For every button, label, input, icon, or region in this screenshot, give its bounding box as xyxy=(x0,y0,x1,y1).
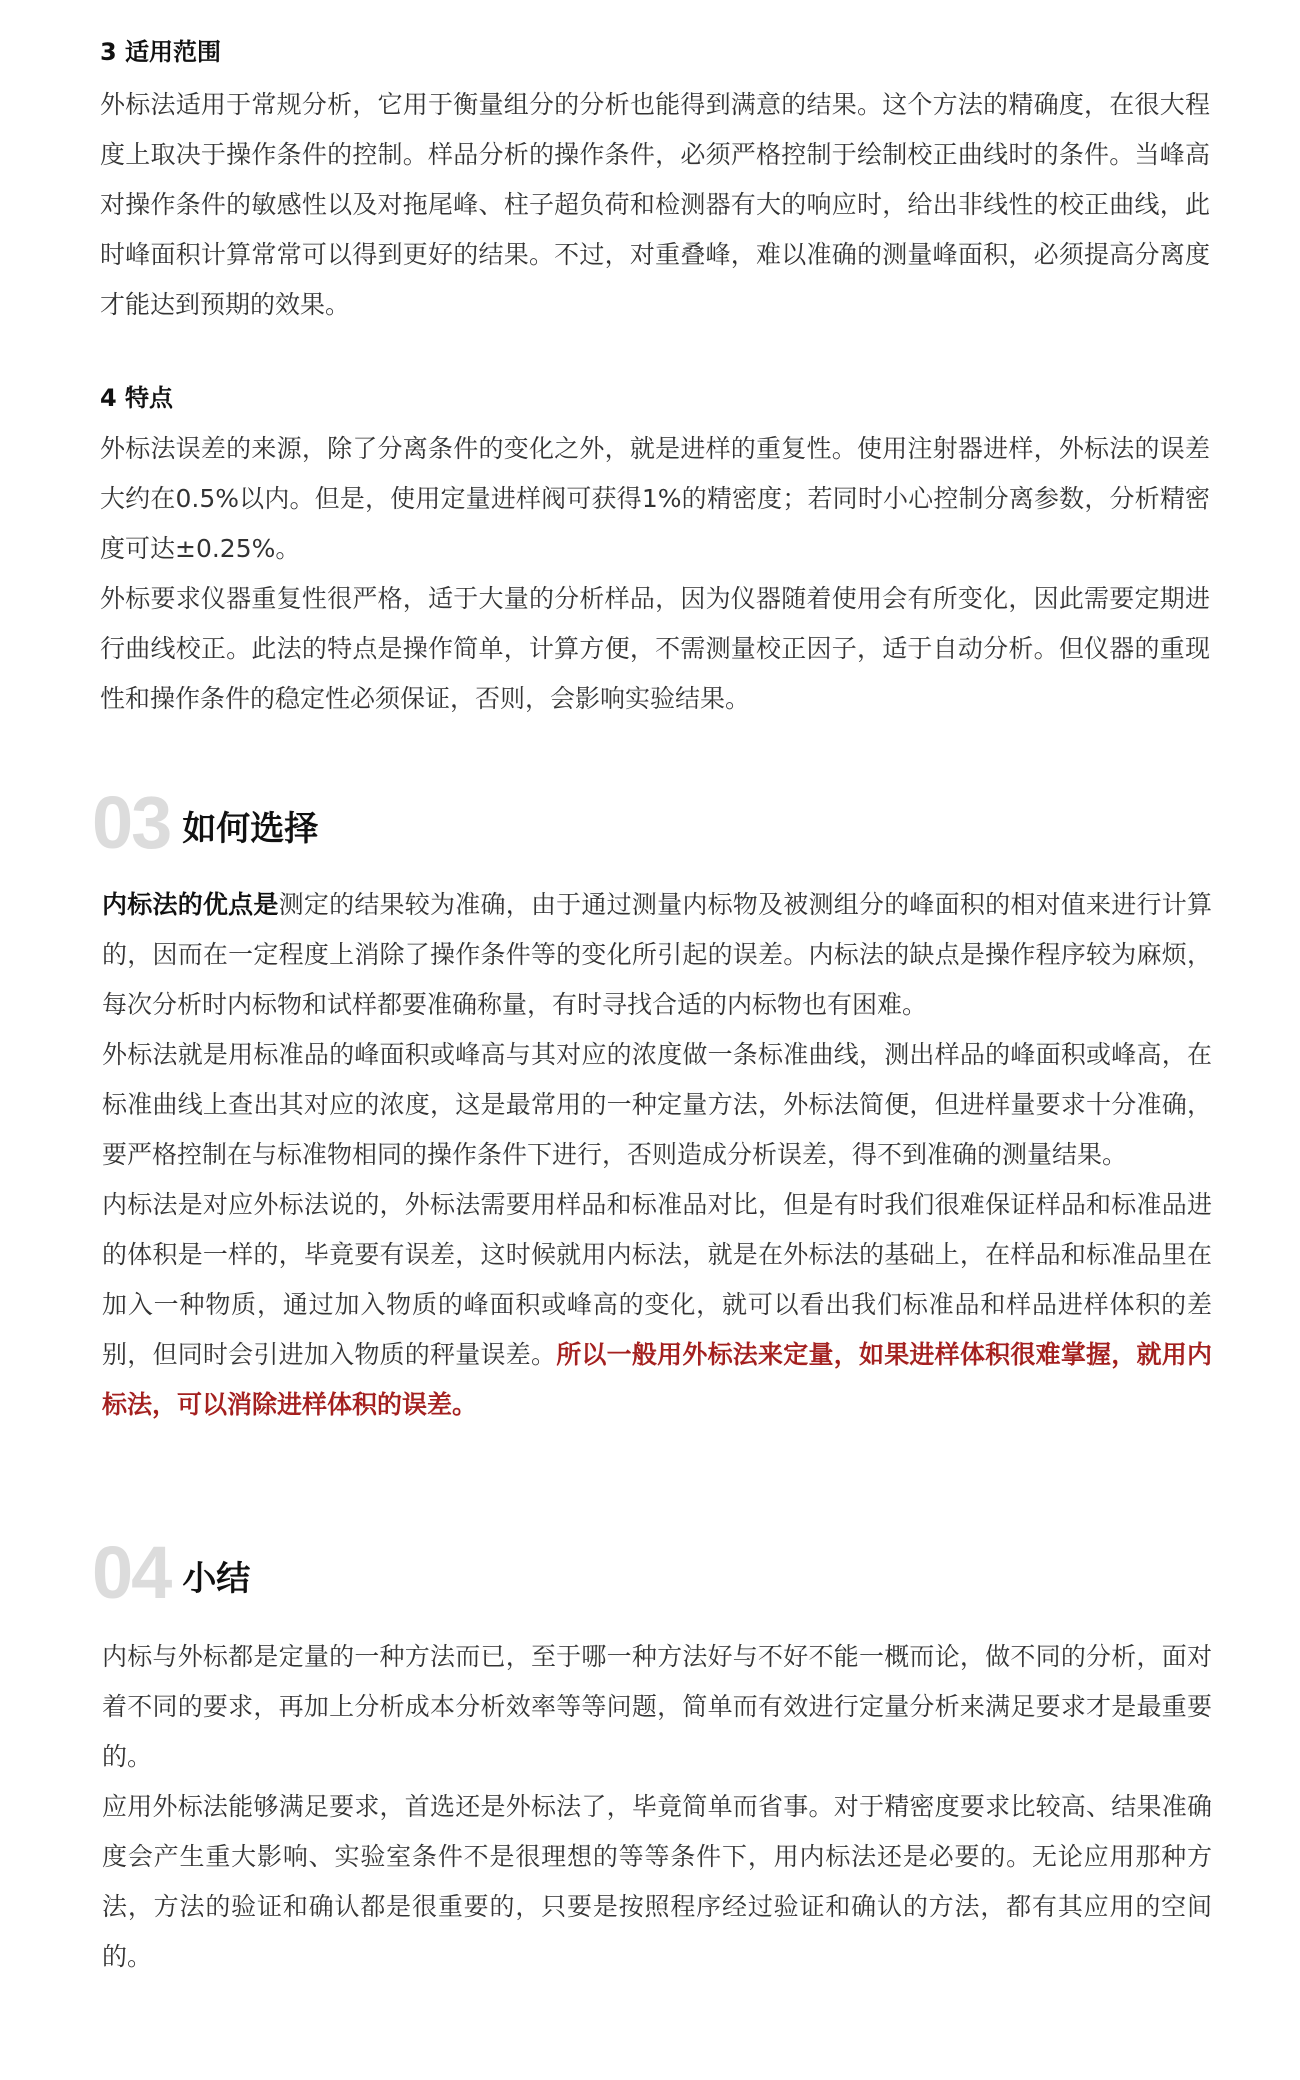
advantage-lead-text: 内标法的优点是 xyxy=(102,890,279,919)
section-04-paragraph-1: 内标与外标都是定量的一种方法而已，至于哪一种方法好与不好不能一概而论，做不同的分析，面对着不同的要求，再加上分析成本分析效率等等问题，简单而有效进行定量分析来满足要求才是最重要的。 xyxy=(102,1642,1212,1771)
section-04-title: 小结 xyxy=(182,1559,251,1599)
section-03-number: 03 xyxy=(92,781,171,864)
section-3-heading: 3 适用范围 xyxy=(100,38,222,66)
section-03-title: 如何选择 xyxy=(182,809,319,849)
section-04-number: 04 xyxy=(92,1531,171,1614)
highlight-conclusion-text: 所以一般用外标法来定量，如果进样体积很难掌握，就用内标法，可以消除进样体积的误差。 xyxy=(102,1340,1212,1419)
section-4-body xyxy=(100,424,1210,724)
advantage-body-text: 测定的结果较为准确，由于通过测量内标物及被测组分的峰面积的相对值来进行计算的，因而在一定程度上消除了操作条件等的变化所引起的误差。内标法的缺点是操作程序较为麻烦，每次分析时内标物和试样都要准确称量，有时寻找合适的内标物也有困难。 xyxy=(102,890,1212,1019)
section-03-body xyxy=(102,880,1212,1430)
section-4-paragraph-2: 外标要求仪器重复性很严格，适于大量的分析样品，因为仪器随着使用会有所变化，因此需要定期进行曲线校正。此法的特点是操作简单，计算方便，不需测量校正因子，适于自动分析。但仪器的重现性和操作条件的稳定性必须保证，否则，会影响实验结果。 xyxy=(100,584,1210,713)
section-3-body xyxy=(100,80,1210,330)
section-03-paragraph-3 xyxy=(102,1180,1212,1430)
section-3-paragraph-1: 外标法适用于常规分析，它用于衡量组分的分析也能得到满意的结果。这个方法的精确度，在很大程度上取决于操作条件的控制。样品分析的操作条件，必须严格控制于绘制校正曲线时的条件。当峰高对操作条件的敏感性以及对拖尾峰、柱子超负荷和检测器有大的响应时，给出非线性的校正曲线，此时峰面积计算常常可以得到更好的结果。不过，对重叠峰，难以准确的测量峰面积，必须提高分离度才能达到预期的效果。 xyxy=(100,90,1210,319)
section-4-paragraph-1: 外标法误差的来源，除了分离条件的变化之外，就是进样的重复性。使用注射器进样，外标法的误差大约在0.5%以内。但是，使用定量进样阀可获得1%的精密度；若同时小心控制分离参数，分析精密度可达±0.25%。 xyxy=(100,434,1210,563)
section-04-paragraph-2: 应用外标法能够满足要求，首选还是外标法了，毕竟简单而省事。对于精密度要求比较高、结果准确度会产生重大影响、实验室条件不是很理想的等等条件下，用内标法还是必要的。无论应用那种方法，方法的验证和确认都是很重要的，只要是按照程序经过验证和确认的方法，都有其应用的空间的。 xyxy=(102,1792,1212,1971)
section-03-paragraph-1 xyxy=(102,880,1212,1030)
section-04-body xyxy=(102,1632,1212,1982)
section-03-paragraph-2: 外标法就是用标准品的峰面积或峰高与其对应的浓度做一条标准曲线，测出样品的峰面积或峰高，在标准曲线上查出其对应的浓度，这是最常用的一种定量方法，外标法简便，但进样量要求十分准确，要严格控制在与标准物相同的操作条件下进行，否则造成分析误差，得不到准确的测量结果。 xyxy=(102,1040,1212,1169)
section-04-header xyxy=(92,1528,251,1614)
section-03-header xyxy=(92,778,319,864)
section-4-heading: 4 特点 xyxy=(100,384,174,412)
comparison-body-text: 内标法是对应外标法说的，外标法需要用样品和标准品对比，但是有时我们很难保证样品和标准品进的体积是一样的，毕竟要有误差，这时候就用内标法，就是在外标法的基础上，在样品和标准品里在加入一种物质，通过加入物质的峰面积或峰高的变化，就可以看出我们标准品和样品进样体积的差别，但同时会引进加入物质的秤量误差。 xyxy=(102,1190,1212,1369)
